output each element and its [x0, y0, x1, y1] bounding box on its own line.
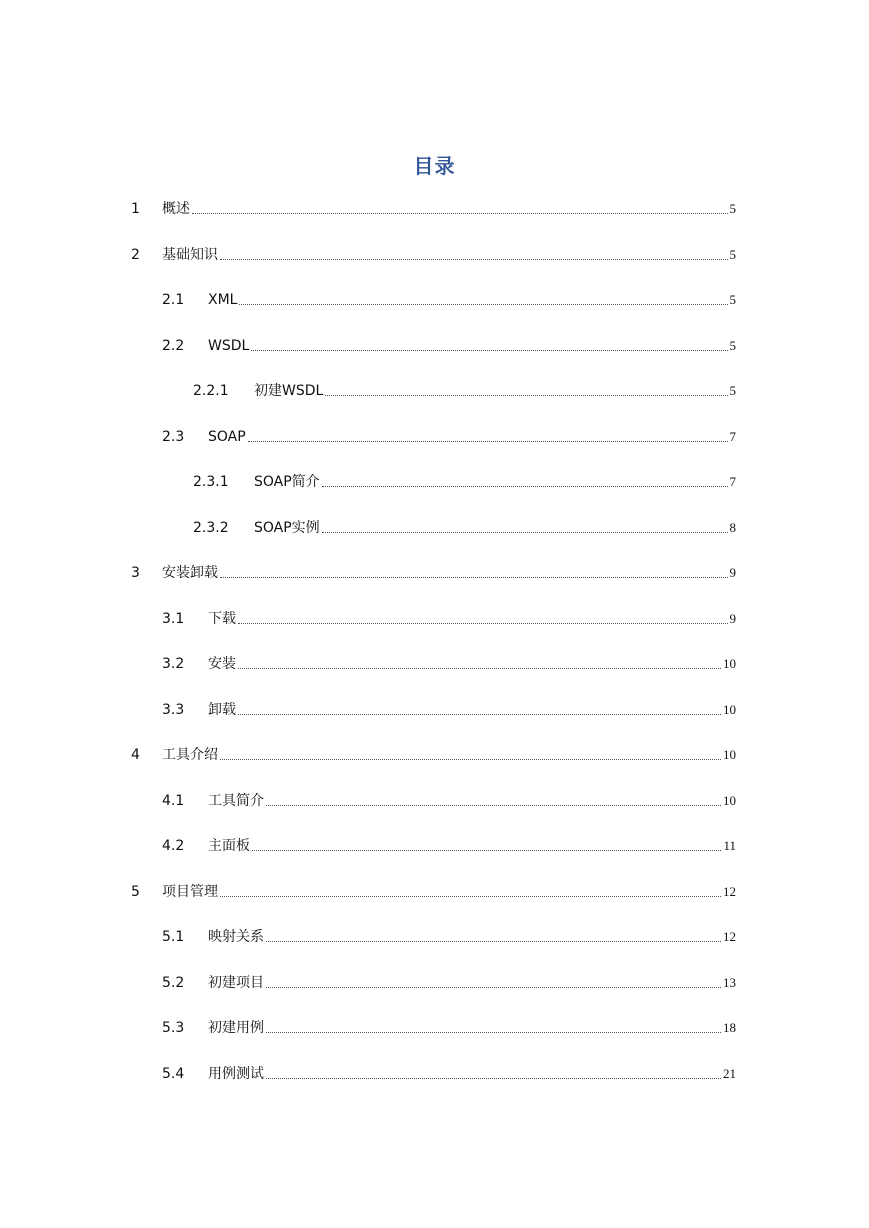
- toc-dot-leader: [252, 850, 721, 851]
- toc-dot-leader: [220, 896, 721, 897]
- toc-entry[interactable]: [131, 199, 736, 219]
- toc-entry-page-number: 10: [723, 747, 736, 762]
- toc-entry-page-number: 11: [723, 838, 736, 853]
- toc-dot-leader: [239, 304, 727, 305]
- toc-dot-leader: [266, 1078, 721, 1079]
- toc-entry-title: XML: [208, 292, 238, 308]
- toc-entry-number: 5.3: [162, 1020, 185, 1036]
- toc-entry-page-number: 9: [729, 610, 736, 626]
- toc-entry-page-number: 7: [729, 428, 736, 444]
- toc-entry[interactable]: [162, 1064, 736, 1084]
- toc-entry-number: 3: [131, 565, 140, 581]
- toc-entry-number: 5.1: [162, 929, 185, 945]
- toc-entry[interactable]: [193, 518, 736, 538]
- toc-entry-page-number: 10: [723, 792, 736, 808]
- toc-entry-number: 1: [131, 201, 140, 217]
- toc-entry-number: 5.2: [162, 974, 185, 991]
- toc-entry-page-number: 13: [723, 974, 736, 990]
- toc-entry[interactable]: [162, 336, 736, 356]
- toc-entry[interactable]: [162, 609, 736, 629]
- toc-entry[interactable]: [162, 654, 736, 674]
- toc-entry[interactable]: [131, 745, 736, 765]
- toc-entry-title: 基础知识: [162, 246, 218, 263]
- toc-entry-page-number: 5: [729, 201, 736, 216]
- toc-entry-title: SOAP简介: [254, 474, 320, 490]
- toc-entry-page-number: 7: [729, 474, 736, 489]
- toc-entry-page-number: 10: [723, 701, 736, 717]
- toc-entry[interactable]: [162, 427, 736, 447]
- toc-dot-leader: [220, 577, 728, 578]
- toc-entry-page-number: 12: [723, 883, 736, 899]
- toc-dot-leader: [238, 668, 721, 669]
- toc-entry-title: SOAP实例: [254, 519, 320, 536]
- toc-dot-leader: [266, 1032, 721, 1033]
- toc-title: 目录: [413, 154, 456, 178]
- toc-dot-leader: [220, 259, 728, 260]
- toc-entry[interactable]: [162, 700, 736, 720]
- toc-entry-number: 2.2.1: [193, 383, 229, 399]
- toc-entry-title: 项目管理: [162, 883, 218, 900]
- toc-entry-title: 下载: [208, 610, 236, 627]
- toc-entry-title: 卸载: [208, 701, 236, 718]
- toc-entry-title: WSDL: [208, 337, 250, 354]
- toc-dot-leader: [220, 759, 721, 760]
- toc-entry-number: 2.1: [162, 292, 185, 308]
- toc-entry-title: 主面板: [208, 838, 250, 854]
- toc-entry-number: 5: [131, 883, 140, 900]
- toc-dot-leader: [238, 714, 721, 715]
- toc-dot-leader: [325, 395, 727, 396]
- toc-entry-number: 3.1: [162, 610, 185, 627]
- toc-entry[interactable]: [162, 1018, 736, 1038]
- toc-dot-leader: [248, 441, 728, 442]
- toc-dot-leader: [322, 532, 728, 533]
- toc-entry-title: 安装: [208, 656, 236, 672]
- toc-entry-page-number: 10: [723, 656, 736, 671]
- toc-dot-leader: [266, 987, 721, 988]
- toc-entry-title: 安装卸载: [162, 565, 218, 581]
- toc-entry-number: 3.2: [162, 656, 185, 672]
- toc-entry-title: 初建用例: [208, 1020, 264, 1036]
- toc-entry[interactable]: [193, 472, 736, 492]
- toc-entry-number: 4.1: [162, 792, 185, 809]
- toc-entry-page-number: 5: [729, 337, 736, 353]
- toc-entry[interactable]: [162, 927, 736, 947]
- toc-entry[interactable]: [193, 381, 736, 401]
- toc-entry-page-number: 12: [723, 929, 736, 944]
- toc-entry[interactable]: [162, 290, 736, 310]
- toc-entry-number: 2.3.1: [193, 474, 229, 490]
- toc-entry-page-number: 21: [723, 1065, 736, 1081]
- toc-entry-page-number: 18: [723, 1020, 736, 1035]
- toc-dot-leader: [266, 805, 721, 806]
- toc-entry-title: SOAP: [208, 428, 246, 445]
- toc-entry-title: 初建项目: [208, 974, 264, 991]
- toc-entry[interactable]: [131, 245, 736, 265]
- toc-entry[interactable]: [131, 882, 736, 902]
- toc-dot-leader: [266, 941, 721, 942]
- toc-entry-number: 2.3.2: [193, 519, 229, 536]
- toc-entry-title: 用例测试: [208, 1065, 264, 1082]
- toc-entry-title: 映射关系: [208, 929, 264, 945]
- toc-entry-title: 工具简介: [208, 792, 264, 809]
- toc-dot-leader: [238, 623, 728, 624]
- toc-entry-number: 2: [131, 246, 140, 263]
- toc-entry-title: 初建WSDL: [254, 383, 324, 399]
- toc-entry[interactable]: [162, 791, 736, 811]
- toc-entry-number: 2.2: [162, 337, 185, 354]
- toc-dot-leader: [251, 350, 727, 351]
- toc-entry-page-number: 5: [729, 383, 736, 398]
- toc-entry[interactable]: [162, 836, 736, 856]
- toc-dot-leader: [322, 486, 728, 487]
- toc-entry-number: 4.2: [162, 838, 185, 854]
- toc-entry-title: 概述: [162, 201, 190, 217]
- toc-entry-page-number: 8: [729, 519, 736, 535]
- toc-entry-number: 4: [131, 747, 140, 763]
- toc-entry-number: 2.3: [162, 428, 185, 445]
- toc-entry-number: 5.4: [162, 1065, 185, 1082]
- toc-entry-page-number: 5: [729, 292, 736, 307]
- toc-entry[interactable]: [162, 973, 736, 993]
- toc-dot-leader: [192, 213, 728, 214]
- toc-entry[interactable]: [131, 563, 736, 583]
- toc-entry-number: 3.3: [162, 701, 185, 718]
- toc-entry-page-number: 5: [729, 246, 736, 262]
- toc-entry-title: 工具介绍: [162, 747, 218, 763]
- toc-entry-page-number: 9: [729, 565, 736, 580]
